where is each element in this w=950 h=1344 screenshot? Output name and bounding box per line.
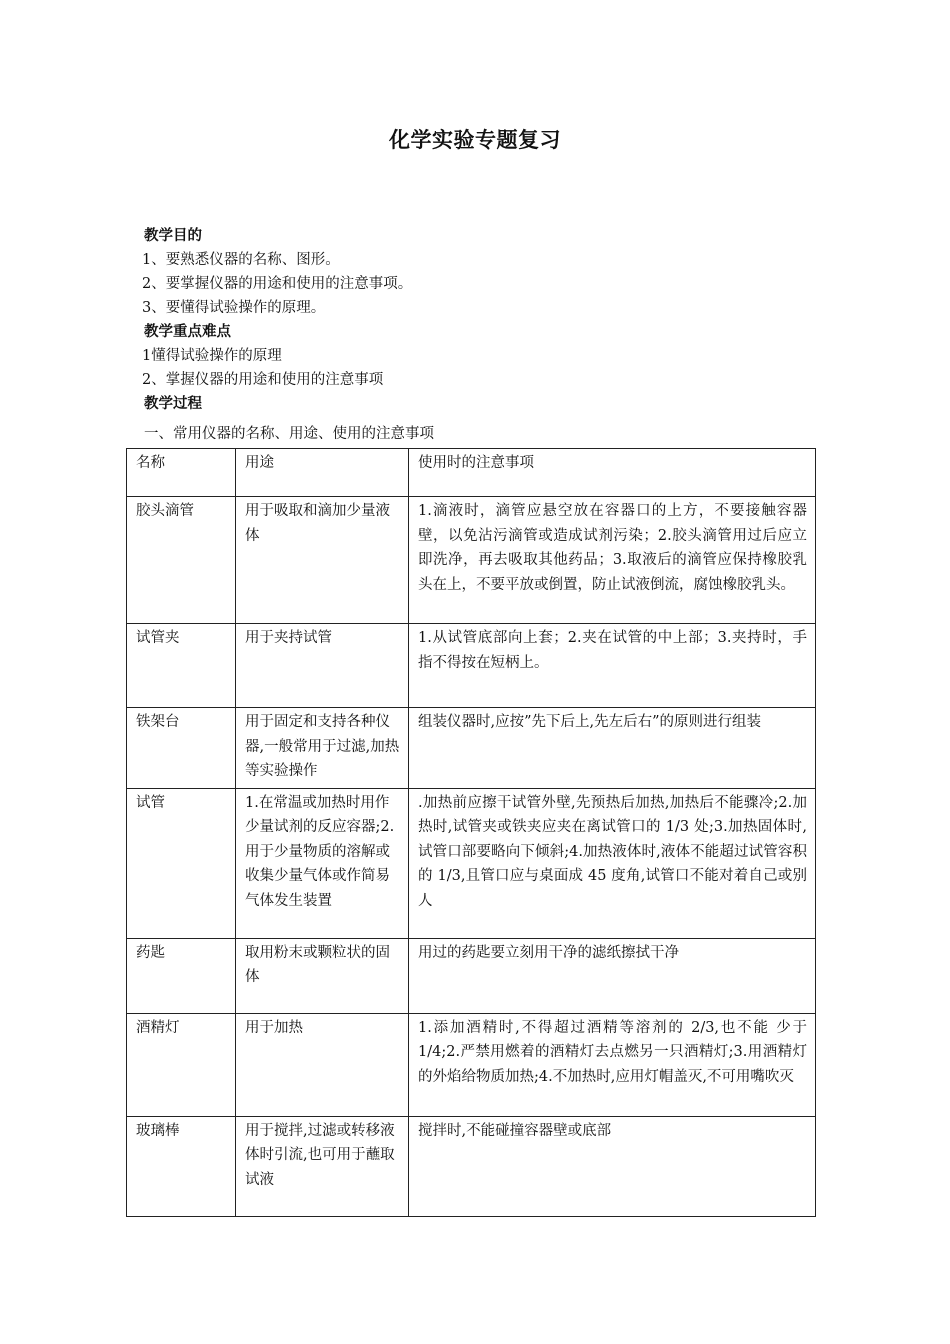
objective-item: 2、要掌握仪器的用途和使用的注意事项。	[142, 276, 413, 292]
row-note: 1.从试管底部向上套；2.夹在试管的中上部；3.夹持时，手指不得按在短柄上。	[409, 624, 816, 708]
row-note: 用过的药匙要立刻用干净的滤纸擦拭干净	[409, 938, 816, 1013]
table-row	[127, 708, 816, 789]
objective-item: 3、要懂得试验操作的原理。	[142, 300, 326, 316]
row-name: 酒精灯	[127, 1013, 236, 1116]
key-points-heading: 教学重点难点	[144, 324, 231, 340]
row-note: 组装仪器时,应按”先下后上,先左后右”的原则进行组装	[409, 708, 816, 789]
table-row	[127, 1116, 816, 1216]
row-name: 胶头滴管	[127, 497, 236, 624]
key-point-item: 2、掌握仪器的用途和使用的注意事项	[142, 372, 384, 388]
header-notes: 使用时的注意事项	[409, 449, 816, 497]
row-name: 玻璃棒	[127, 1116, 236, 1216]
row-use: 取用粉末或颗粒状的固体	[236, 938, 409, 1013]
row-note: 1.滴液时，滴管应悬空放在容器口的上方，不要接触容器壁，以免沾污滴管或造成试剂污染；2.胶头滴管用过后应立即洗净，再去吸取其他药品；3.取液后的滴管应保持橡胶乳头在上，不要平放或倒置，防止试液倒流，腐蚀橡胶乳头。	[409, 497, 816, 624]
objective-heading: 教学目的	[144, 228, 202, 244]
row-use: 用于吸取和滴加少量液体	[236, 497, 409, 624]
process-heading: 教学过程	[144, 396, 202, 412]
table-row	[127, 497, 816, 624]
row-use: 用于加热	[236, 1013, 409, 1116]
row-note: 1.添加酒精时,不得超过酒精等溶剂的 2/3,也不能 少于 1/4;2.严禁用燃着的酒精灯去点燃另一只酒精灯;3.用酒精灯的外焰给物质加热;4.不加热时,应用灯帽盖灭,不可用嘴吹灭	[409, 1013, 816, 1116]
header-name: 名称	[127, 449, 236, 497]
instrument-table	[126, 448, 816, 1217]
lesson-intro	[144, 224, 824, 416]
table-header-row	[127, 449, 816, 497]
row-name: 试管	[127, 788, 236, 938]
row-name: 铁架台	[127, 708, 236, 789]
row-use: 1.在常温或加热时用作少量试剂的反应容器;2.用于少量物质的溶解或收集少量气体或作简易气体发生装置	[236, 788, 409, 938]
document-title: 化学实验专题复习	[389, 128, 561, 152]
table-row	[127, 938, 816, 1013]
row-name: 试管夹	[127, 624, 236, 708]
row-use: 用于固定和支持各种仪器,一般常用于过滤,加热等实验操作	[236, 708, 409, 789]
row-use: 用于夹持试管	[236, 624, 409, 708]
table-row	[127, 788, 816, 938]
table-row	[127, 1013, 816, 1116]
process-intro: 一、常用仪器的名称、用途、使用的注意事项	[144, 426, 434, 442]
key-point-item: 1懂得试验操作的原理	[142, 348, 282, 364]
header-use: 用途	[236, 449, 409, 497]
objective-item: 1、要熟悉仪器的名称、图形。	[142, 252, 340, 268]
row-name: 药匙	[127, 938, 236, 1013]
row-note: .加热前应擦干试管外壁,先预热后加热,加热后不能骤冷;2.加热时,试管夹或铁夹应夹在离试管口的 1/3 处;3.加热固体时,试管口部要略向下倾斜;4.加热液体时,液体不能超过试管容积的 1/3,且管口应与桌面成 45 度角,试管口不能对着自己或别人	[409, 788, 816, 938]
row-use: 用于搅拌,过滤或转移液体时引流,也可用于蘸取试液	[236, 1116, 409, 1216]
row-note: 搅拌时,不能碰撞容器壁或底部	[409, 1116, 816, 1216]
table-row	[127, 624, 816, 708]
